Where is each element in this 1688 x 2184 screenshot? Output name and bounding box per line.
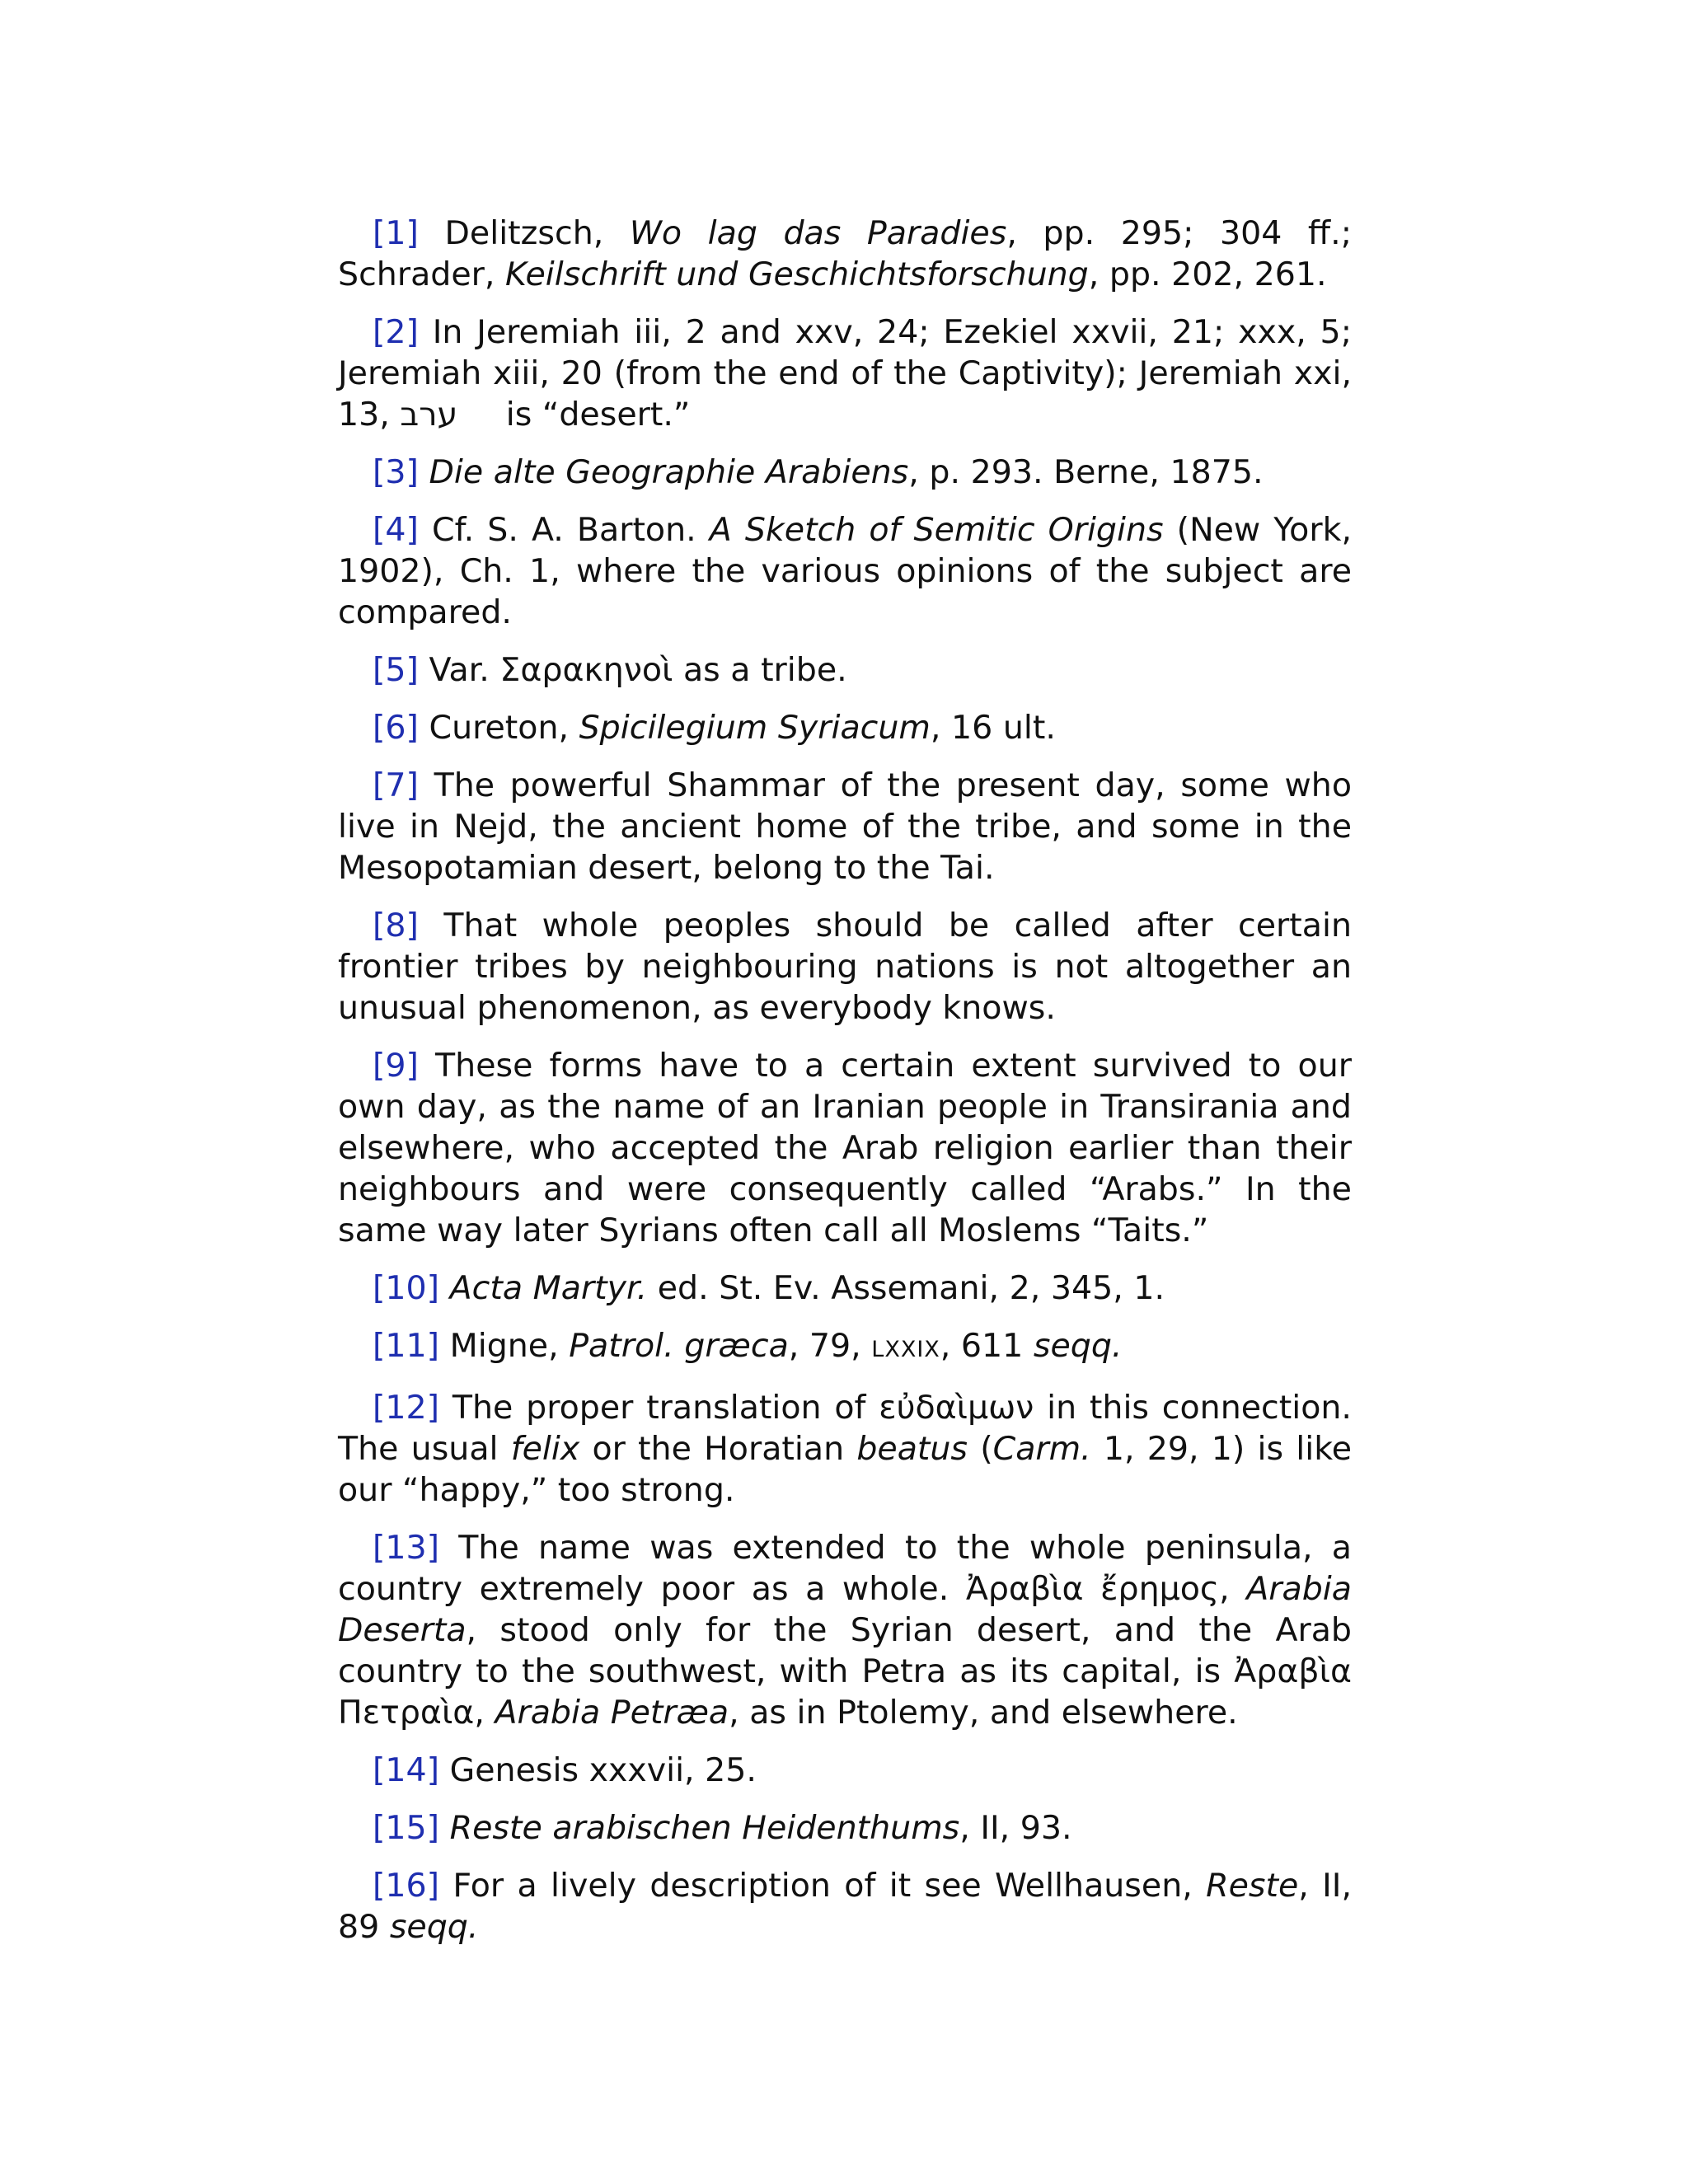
footnote-text xyxy=(439,1809,450,1847)
footnote-ref-link[interactable]: [10] xyxy=(373,1269,440,1307)
footnote-14 xyxy=(338,1750,1352,1791)
footnote-text: Genesis xxxvii, 25. xyxy=(439,1751,757,1789)
footnote-text: , pp. 202, 261. xyxy=(1088,255,1327,293)
footnote-15 xyxy=(338,1807,1352,1849)
footnote-ref-link[interactable]: [2] xyxy=(373,313,419,351)
footnote-italic-text: Die alte Geographie Arabiens xyxy=(429,453,909,491)
footnote-6 xyxy=(338,707,1352,748)
footnote-text: (New York, 1902), Ch. 1, where the various opinions of the subject are compared. xyxy=(338,511,1353,631)
footnote-text: ( xyxy=(968,1430,993,1468)
footnote-ref-link[interactable]: [16] xyxy=(373,1867,440,1905)
footnote-text: Cf. S. A. Barton. xyxy=(418,511,710,549)
footnote-text: Migne, xyxy=(439,1327,570,1365)
footnote-ref-link[interactable]: [14] xyxy=(373,1751,440,1789)
footnote-text xyxy=(439,1269,450,1307)
footnote-16 xyxy=(338,1865,1352,1947)
footnote-ref-link[interactable]: [8] xyxy=(373,907,419,944)
footnote-italic-text: Arabia Deserta xyxy=(338,1570,1352,1649)
footnote-1 xyxy=(338,213,1352,295)
footnote-text: , p. 293. Berne, 1875. xyxy=(908,453,1264,491)
footnote-text: The proper translation of εὐδαὶμων in this connection. The usual xyxy=(338,1389,1352,1468)
footnote-text: The powerful Shammar of the present day, some who live in Nejd, the ancient home of the tribe, and some in the Mesopotamian desert, belong to the Tai. xyxy=(338,766,1352,887)
footnote-italic-text: Reste arabischen Heidenthums xyxy=(449,1809,960,1847)
footnote-text: , II, 89 xyxy=(338,1867,1352,1946)
footnote-text: , 611 xyxy=(940,1327,1034,1365)
footnote-9 xyxy=(338,1045,1352,1251)
footnote-3 xyxy=(338,452,1352,493)
footnote-text: , II, 93. xyxy=(959,1809,1072,1847)
footnotes-list xyxy=(338,213,1352,1964)
footnote-text: , as in Ptolemy, and elsewhere. xyxy=(729,1694,1238,1732)
footnote-12 xyxy=(338,1387,1352,1511)
footnote-8 xyxy=(338,905,1352,1029)
footnote-italic-text: Spicilegium Syriacum xyxy=(579,709,931,747)
footnote-5 xyxy=(338,649,1352,691)
footnote-text: Var. Σαρακηνοὶ as a tribe. xyxy=(418,651,847,689)
footnote-italic-text: Patrol. græca xyxy=(569,1327,789,1365)
footnote-ref-link[interactable]: [1] xyxy=(373,214,419,252)
footnote-italic-text: Reste xyxy=(1206,1867,1299,1905)
footnote-text: That whole peoples should be called after certain frontier tribes by neighbouring nations is not altogether an unusual phenomenon, as everybody knows. xyxy=(338,907,1352,1027)
footnote-ref-link[interactable]: [9] xyxy=(373,1047,419,1085)
footnote-text: , 79, xyxy=(788,1327,872,1365)
footnote-text: 1, 29, 1) is like our “happy,” too strong. xyxy=(338,1430,1353,1509)
footnote-ref-link[interactable]: [7] xyxy=(373,766,419,804)
footnote-ref-link[interactable]: [4] xyxy=(373,511,419,549)
footnote-italic-text: seqq. xyxy=(1033,1327,1123,1365)
footnote-ref-link[interactable]: [6] xyxy=(373,709,419,747)
footnote-text: The name was extended to the whole peninsula, a country extremely poor as a whole. Ἀραβὶα ἔρημος, xyxy=(338,1529,1352,1608)
footnote-text: is “desert.” xyxy=(495,396,691,434)
footnote-text: ed. St. Ev. Assemani, 2, 345, 1. xyxy=(647,1269,1165,1307)
footnote-hebrew-word: ערב xyxy=(400,396,458,434)
footnote-text: , pp. 295; 304 ff.; Schrader, xyxy=(338,214,1353,293)
footnote-text xyxy=(419,453,429,491)
footnote-text: Cureton, xyxy=(418,709,579,747)
footnote-ref-link[interactable]: [12] xyxy=(373,1389,440,1427)
footnote-4 xyxy=(338,509,1352,633)
footnote-italic-text: Keilschrift und Geschichtsforschung xyxy=(505,255,1089,293)
footnote-text: In Jeremiah iii, 2 and xxv, 24; Ezekiel xxvii, 21; xxx, 5; Jeremiah xiii, 20 (from the end of the Captivity); Jeremiah xxi, 13, xyxy=(338,313,1352,434)
footnote-italic-text: Acta Martyr. xyxy=(449,1269,648,1307)
footnote-italic-text: Wo lag das Paradies xyxy=(629,214,1007,252)
footnote-ref-link[interactable]: [3] xyxy=(373,453,419,491)
footnote-10 xyxy=(338,1268,1352,1309)
footnote-italic-text: Arabia Petræa xyxy=(495,1694,729,1732)
footnote-italic-text: seqq. xyxy=(389,1908,479,1946)
footnote-text: , 16 ult. xyxy=(930,709,1056,747)
footnote-7 xyxy=(338,765,1352,888)
footnote-ref-link[interactable]: [13] xyxy=(373,1529,440,1567)
footnote-text: or the Horatian xyxy=(579,1430,857,1468)
footnote-italic-text: A Sketch of Semitic Origins xyxy=(709,511,1164,549)
footnote-text: For a lively description of it see Wellhausen, xyxy=(439,1867,1207,1905)
footnote-11 xyxy=(338,1325,1352,1371)
footnote-2 xyxy=(338,312,1352,435)
footnote-text: , stood only for the Syrian desert, and the Arab country to the southwest, with Petra as its capital, is Ἀραβὶα Πετραὶα, xyxy=(338,1611,1352,1732)
footnote-ref-link[interactable]: [11] xyxy=(373,1327,440,1365)
footnote-italic-text: Carm. xyxy=(992,1430,1091,1468)
footnote-smallcaps-text: LXXIX xyxy=(871,1337,940,1362)
footnote-ref-link[interactable]: [5] xyxy=(373,651,419,689)
footnote-ref-link[interactable]: [15] xyxy=(373,1809,440,1847)
footnote-italic-text: felix xyxy=(510,1430,580,1468)
footnote-text: These forms have to a certain extent survived to our own day, as the name of an Iranian people in Transirania and elsewhere, who accepted the Arab religion earlier than their neighbours and were consequently called “Arabs.” In the same way later Syrians often call all Moslems “Taits.” xyxy=(338,1047,1352,1249)
footnote-italic-text: beatus xyxy=(856,1430,968,1468)
footnote-text: Delitzsch, xyxy=(418,214,630,252)
footnote-13 xyxy=(338,1527,1352,1733)
